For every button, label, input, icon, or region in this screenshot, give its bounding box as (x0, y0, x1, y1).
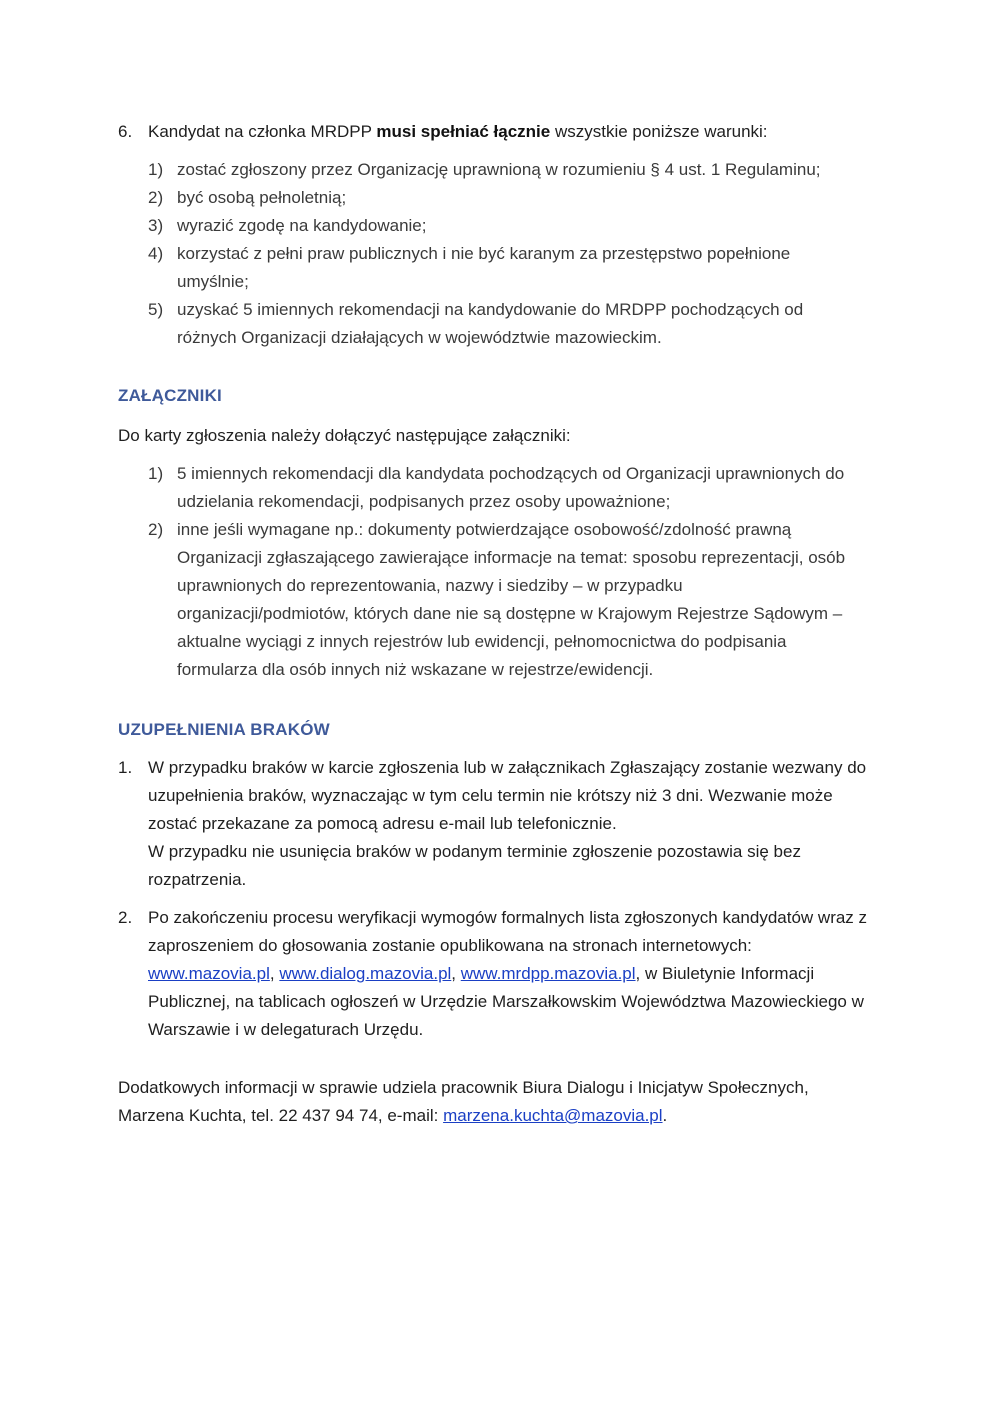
list-item-number: 2) (148, 520, 164, 539)
link-dialog-mazovia[interactable]: www.dialog.mazovia.pl (279, 964, 452, 983)
list-item-number: 3) (148, 216, 164, 235)
item-text-bold: musi spełniać łącznie (376, 122, 551, 141)
link-separator: , (269, 964, 280, 983)
section-heading-attachments: ZAŁĄCZNIKI (118, 386, 222, 405)
list-item-number: 2) (148, 188, 164, 207)
list-item-number: 1) (148, 160, 164, 179)
deficiency-item-1 (118, 754, 878, 894)
item-paragraph: W przypadku braków w karcie zgłoszenia lub w załącznikach Zgłaszający zostanie wezwany do uzupełnienia braków, wyznaczając w tym celu termin nie krótszy niż 3 dni. Wezwanie może zostać przekazane za pomocą adresu e-mail lub telefonicznie. (148, 758, 867, 833)
list-item (148, 184, 878, 212)
link-separator: , (451, 964, 461, 983)
list-item (148, 460, 878, 516)
list-item (148, 212, 878, 240)
list-item-text: inne jeśli wymagane np.: dokumenty potwierdzające osobowość/zdolność prawną Organizacji zgłaszającego zawierające informacje na temat: sposobu reprezentacji, osób uprawnionych do reprezentowania, nazwy i siedziby – w przypadku organizacji/podmiotów, których dane nie są dostępne w Krajowym Rejestrze Sądowym – aktualne wyciągi z innych rejestrów lub ewidencji, pełnomocnictwa do podpisania formularza dla osób innych niż wskazane w rejestrze/ewidencji. (177, 520, 846, 679)
item-body (118, 754, 878, 894)
item-text (148, 118, 868, 146)
item-text-post: , w Biuletynie Informacji Publicznej, na tablicach ogłoszeń w Urzędzie Marszałkowskim Województwa Mazowieckiego w Warszawie i w delegaturach Urzędu. (148, 964, 864, 1039)
list-item-text: zostać zgłoszony przez Organizację uprawnioną w rozumieniu § 4 ust. 1 Regulaminu; (177, 160, 821, 179)
item-number: 6. (118, 122, 133, 141)
item-number: 2. (118, 908, 133, 927)
list-item-text: być osobą pełnoletnią; (177, 188, 347, 207)
deficiency-item-2 (118, 904, 878, 1044)
attachments-list (148, 460, 878, 684)
email-link[interactable]: marzena.kuchta@mazovia.pl (443, 1106, 663, 1125)
contact-paragraph (118, 1074, 878, 1130)
list-item (148, 516, 878, 684)
section-heading-deficiencies: UZUPEŁNIENIA BRAKÓW (118, 720, 330, 739)
item-body (118, 904, 878, 1044)
item-text-post: wszystkie poniższe warunki: (550, 122, 768, 141)
list-item-text: korzystać z pełni praw publicznych i nie być karanym za przestępstwo popełnione umyślnie; (177, 244, 791, 291)
list-item-number: 4) (148, 244, 164, 263)
attachments-intro: Do karty zgłoszenia należy dołączyć następujące załączniki: (118, 426, 571, 445)
item-text-pre: Po zakończeniu procesu weryfikacji wymogów formalnych lista zgłoszonych kandydatów wraz z zaproszeniem do głosowania zostanie opublikowana na stronach internetowych: (148, 908, 868, 955)
list-item (148, 296, 878, 352)
item-number: 1. (118, 758, 133, 777)
list-item-text: 5 imiennych rekomendacji dla kandydata pochodzących od Organizacji uprawnionych do udzielania rekomendacji, podpisanych przez osoby upoważnione; (177, 464, 845, 511)
list-item (148, 240, 878, 296)
link-mrdpp-mazovia[interactable]: www.mrdpp.mazovia.pl (460, 964, 636, 983)
link-mazovia[interactable]: www.mazovia.pl (148, 964, 270, 983)
contact-end: . (662, 1106, 668, 1125)
contact-text: Dodatkowych informacji w sprawie udziela pracownik Biura Dialogu i Inicjatyw Społecznych, Marzena Kuchta, tel. 22 437 94 74, e-mail: (118, 1078, 809, 1125)
conditions-list (148, 156, 878, 352)
list-item (148, 156, 878, 184)
item-paragraph: W przypadku nie usunięcia braków w podanym terminie zgłoszenie pozostawia się bez rozpatrzenia. (148, 842, 801, 889)
item-text-pre: Kandydat na członka MRDPP (148, 122, 377, 141)
list-item-number: 1) (148, 464, 164, 483)
list-item-text: uzyskać 5 imiennych rekomendacji na kandydowanie do MRDPP pochodzących od różnych Organizacji działających w województwie mazowieckim. (177, 300, 804, 347)
list-item-text: wyrazić zgodę na kandydowanie; (177, 216, 427, 235)
list-item-number: 5) (148, 300, 164, 319)
